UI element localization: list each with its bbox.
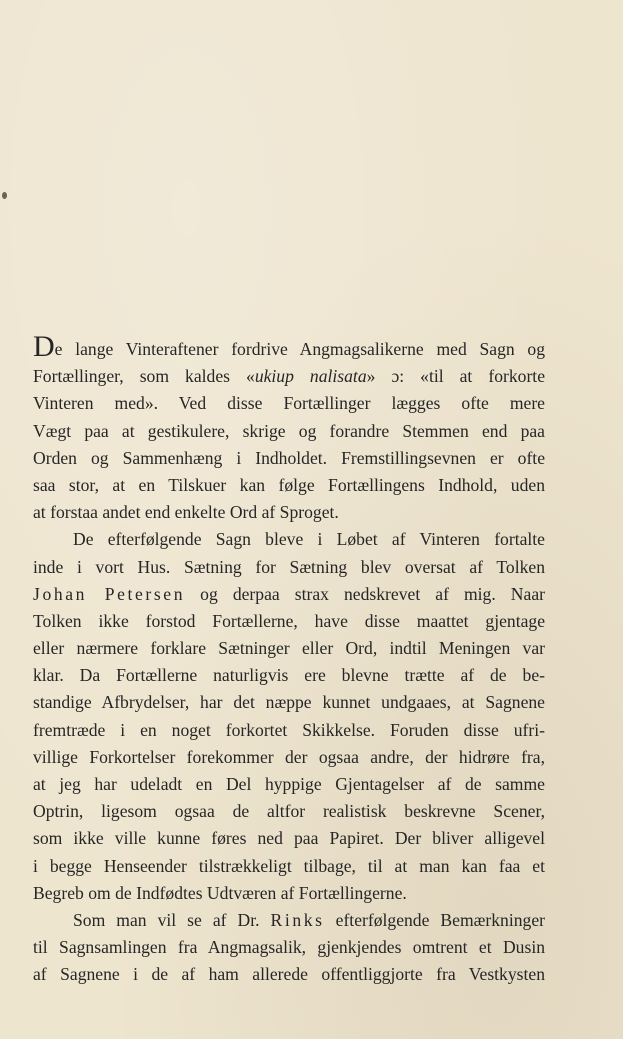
- text-line: Begreb om de Indfødtes Udtværen af Fortællingerne.: [33, 882, 407, 903]
- ink-spot: [2, 192, 7, 199]
- text-line: villige Forkortelser forekommer der ogsaa andre, der hidrøre fra,: [33, 746, 545, 767]
- line-text: Fortællinger, som kaldes «: [33, 366, 255, 387]
- text-line: inde i vort Hus. Sætning for Sætning blev oversat af Tolken: [33, 556, 545, 577]
- text-line: som ikke ville kunne føres ned paa Papiret. Der bliver alligevel: [33, 828, 545, 849]
- italic-term: ukiup nalisata: [254, 366, 367, 387]
- text-line: Optrin, ligesom ogsaa de altfor realistisk beskrevne Scener,: [33, 801, 545, 822]
- text-line: af Sagnene i de af ham allerede offentliggjorte fra Vestkysten: [33, 964, 545, 985]
- text-line: [33, 363, 545, 390]
- line-text: efterfølgende Bemærkninger: [324, 909, 545, 930]
- text-line: standige Afbrydelser, har det næppe kunnet undgaaes, at Sagnene: [33, 692, 545, 713]
- line-text: » ɔ: «til at forkorte: [366, 366, 545, 387]
- line-text: Som man vil se af Dr.: [73, 909, 271, 930]
- spaced-name: Rinks: [270, 909, 325, 930]
- text-line: [33, 336, 545, 363]
- text-line: Orden og Sammenhæng i Indholdet. Fremstillingsevnen er ofte: [33, 447, 545, 468]
- line-text: e lange Vinteraftener fordrive Angmagsalikerne med Sagn og: [54, 339, 545, 359]
- text-line: [33, 907, 545, 934]
- text-line: Vinteren med». Ved disse Fortællinger lægges ofte mere: [33, 393, 545, 414]
- text-line: at jeg har udeladt en Del hyppige Gjentagelser af de samme: [33, 774, 545, 794]
- text-line: at forstaa andet end enkelte Ord af Sproget.: [33, 502, 339, 523]
- text-line: i begge Henseender tilstrækkeligt tilbage, til at man kan faa et: [33, 855, 545, 876]
- line-text: og derpaa strax nedskrevet af mig. Naar: [185, 583, 545, 604]
- text-line: klar. Da Fortællerne naturligvis ere blevne trætte af de be-: [33, 665, 545, 686]
- text-line: til Sagnsamlingen fra Angmagsalik, gjenkjendes omtrent et Dusin: [33, 937, 545, 958]
- drop-cap: D: [33, 336, 55, 363]
- text-line: fremtræde i en noget forkortet Skikkelse. Foruden disse ufri-: [33, 719, 545, 740]
- text-line: Tolken ikke forstod Fortællerne, have disse maattet gjentage: [33, 610, 545, 631]
- text-line: saa stor, at en Tilskuer kan følge Fortællingens Indhold, uden: [33, 474, 545, 495]
- text-line: Vægt paa at gestikulere, skrige og forandre Stemmen end paa: [33, 420, 545, 441]
- text-line: De efterfølgende Sagn bleve i Løbet af Vinteren fortalte: [73, 529, 545, 550]
- text-line: [33, 581, 545, 608]
- text-line: eller nærmere forklare Sætninger eller Ord, indtil Meningen var: [33, 638, 545, 659]
- body-text: [33, 336, 545, 989]
- spaced-name: Johan Petersen: [33, 583, 186, 604]
